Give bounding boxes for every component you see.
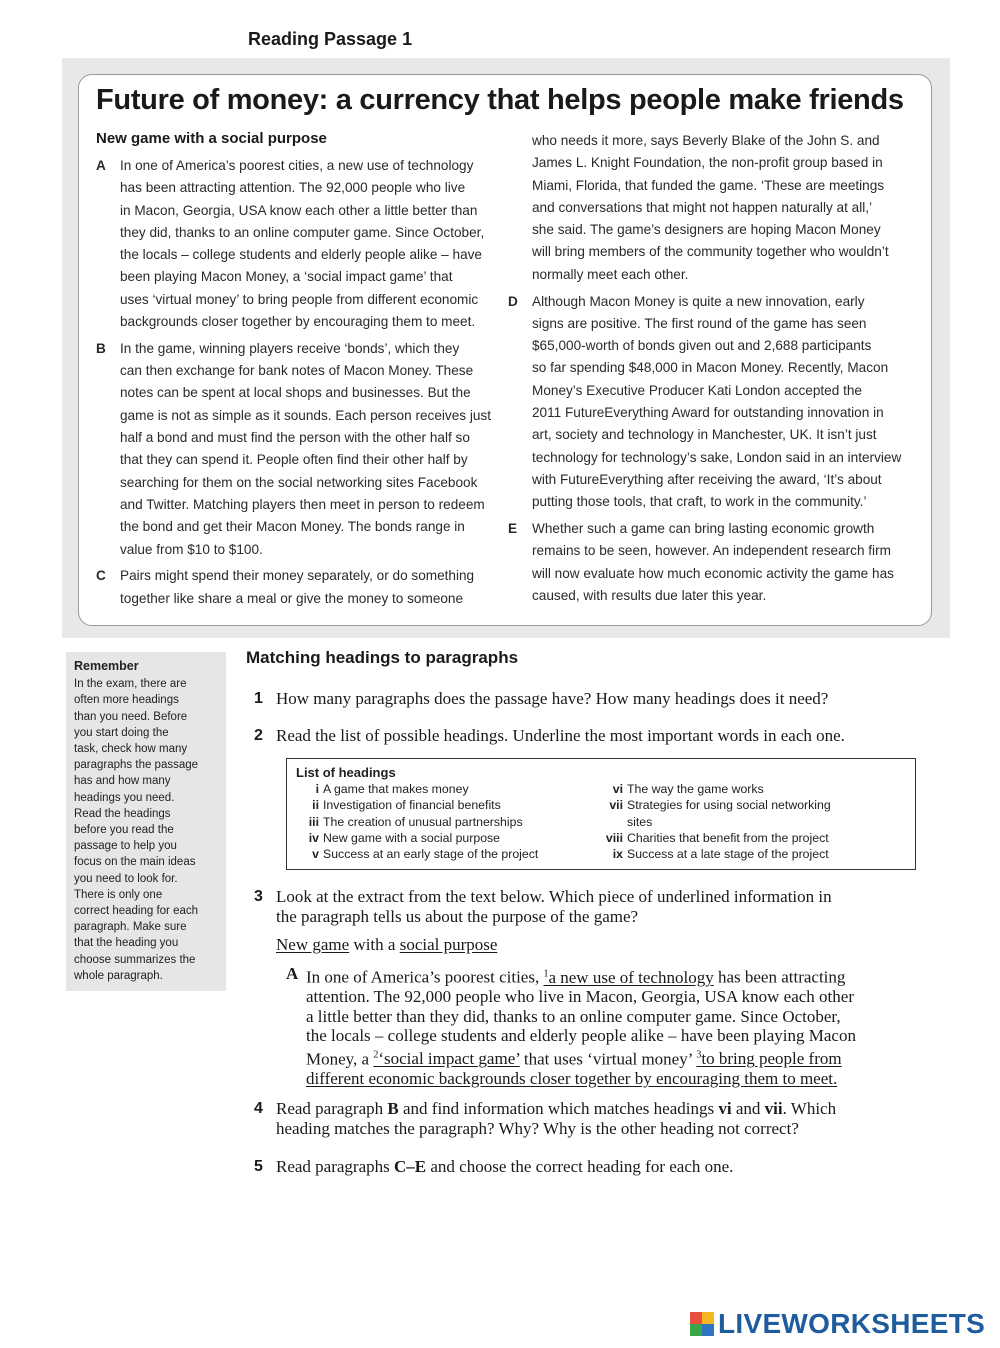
paragraph-line: James L. Knight Foundation, the non-profit group based in — [532, 155, 883, 171]
q4-text: and find information which matches headings — [398, 1099, 719, 1118]
q4-text: and — [731, 1099, 765, 1118]
paragraph-line: has been attracting attention. The 92,000 people who live — [120, 180, 466, 196]
paragraph-line: she said. The game’s designers are hoping Macon Money — [532, 222, 881, 238]
question-text: How many paragraphs does the passage have? How many headings does it need? — [276, 689, 829, 708]
logo-square — [690, 1312, 702, 1324]
question-text-line: heading matches the paragraph? Why? Why is the other heading not correct? — [276, 1118, 799, 1138]
paragraph-line: the bond and get their Macon Money. The bonds range in — [120, 519, 465, 535]
underlined-text: to bring people from — [701, 1049, 842, 1069]
underlined-phrase — [373, 1049, 519, 1068]
heading-text: The creation of unusual partnerships — [323, 814, 523, 829]
paragraph-line: Pairs might spend their money separately, or do something — [120, 568, 475, 584]
paragraph-line: so far spending $48,000 in Macon Money. Recently, Macon — [532, 360, 889, 376]
remember-line: focus on the main ideas — [74, 856, 196, 869]
passage-paragraph — [96, 155, 506, 333]
question-text-line — [254, 1099, 934, 1119]
heading-number: vii — [609, 798, 623, 813]
remember-line: paragraph. Make sure — [74, 921, 187, 934]
reading-passage-label: Reading Passage 1 — [248, 29, 413, 49]
extract-line — [306, 1046, 926, 1069]
logo-icon — [690, 1312, 714, 1336]
q4-text: . Which — [782, 1099, 837, 1118]
heading-option — [595, 815, 652, 829]
remember-line: has and how many — [74, 775, 171, 788]
heading-number: i — [315, 782, 319, 796]
paragraph-line: they did, thanks to an online computer game. Since October, — [120, 224, 485, 240]
question-text-line — [254, 1157, 934, 1177]
paragraph-line: $65,000-worth of bonds given out and 2,688 participants — [532, 338, 872, 354]
heading-text: sites — [627, 814, 653, 829]
q4-text: Read paragraph — [276, 1099, 388, 1118]
paragraph-line: technology for technology’s sake, London said in an interview — [532, 449, 902, 465]
paragraph-line: game is not as simple as it sounds. Each person receives just — [120, 407, 491, 423]
paragraph-line: Whether such a game can bring lasting economic growth — [532, 521, 875, 537]
heading-number: ix — [612, 847, 623, 862]
paragraph-line: uses ‘virtual money’ to bring people from different economic — [120, 291, 479, 307]
extract-line: a little better than they did, thanks to an online computer game. Since October, — [306, 1006, 841, 1026]
heading-option — [595, 831, 829, 845]
question-text-line: the paragraph tells us about the purpose of the game? — [276, 906, 639, 926]
heading-number: ii — [312, 798, 319, 813]
heading-option — [595, 798, 831, 812]
q5-text: and choose the correct heading for each one. — [426, 1157, 734, 1176]
extract-text: that uses ‘virtual money’ — [519, 1049, 697, 1069]
paragraph-line: Miami, Florida, that funded the game. ‘These are meetings — [532, 177, 885, 193]
paragraph-line: that they can spend it. People often find their other half by — [120, 452, 468, 468]
paragraph-line: remains to be seen, however. An independent research firm — [532, 543, 891, 559]
question-4 — [254, 1099, 934, 1138]
heading-text: Strategies for using social networking — [627, 798, 831, 813]
question-number: 5 — [254, 1158, 263, 1175]
passage-title: Future of money: a currency that helps people make friends — [96, 84, 904, 116]
remember-line: correct heading for each — [74, 905, 199, 918]
paragraph-line: normally meet each other. — [532, 266, 689, 282]
underlined-phrase — [543, 968, 713, 987]
logo-square — [702, 1324, 714, 1336]
remember-line: headings you need. — [74, 791, 175, 804]
paragraph-line: notes can be spent at local shops and businesses. But the — [120, 385, 471, 401]
paragraph-line: the locals – college students and elderly people alike – have — [120, 247, 482, 263]
remember-line: There is only one — [74, 888, 163, 901]
extract-line — [306, 964, 926, 987]
remember-text — [74, 676, 218, 984]
logo-square — [690, 1324, 702, 1336]
q4-bold: vi — [718, 1099, 732, 1118]
question-text-line: Look at the extract from the text below. Which piece of underlined information in — [276, 887, 832, 906]
heading-number: viii — [605, 830, 623, 845]
extract-text: Money, a — [306, 1049, 374, 1069]
passage-paragraph — [96, 565, 506, 610]
passage-left-column — [96, 155, 506, 610]
paragraph-line: putting those tools, that craft, to work in the community.’ — [532, 494, 867, 510]
paragraph-line: can then exchange for bank notes of Macon Money. These — [120, 363, 474, 379]
underlined-phrase: different economic backgrounds closer together by encouraging them to meet. — [306, 1068, 838, 1088]
paragraph-letter: C — [96, 568, 106, 584]
remember-line: often more headings — [74, 694, 179, 707]
remember-line: task, check how many — [74, 743, 188, 756]
underlined-phrase: New game — [276, 935, 350, 954]
extract-line: the locals – college students and elderly people alike – have been playing Macon — [306, 1026, 856, 1046]
remember-line: before you read the — [74, 824, 174, 837]
underlined-phrase — [696, 1049, 841, 1068]
heading-text: The way the game works — [627, 782, 764, 796]
heading-option — [291, 815, 523, 829]
remember-line: whole paragraph. — [74, 969, 163, 982]
passage-paragraph — [508, 518, 923, 607]
underlined-text: ‘social impact game’ — [378, 1049, 520, 1069]
paragraph-line: In one of America’s poorest cities, a new use of technology — [120, 158, 474, 173]
heading-option — [291, 847, 538, 861]
paragraph-line: in Macon, Georgia, USA know each other a little better than — [120, 202, 478, 218]
paragraph-line: will now evaluate how much economic activity the game has — [532, 565, 894, 581]
paragraph-line: 2011 FutureEverything Award for outstanding innovation in — [532, 405, 884, 421]
headings-list-title: List of headings — [296, 765, 396, 780]
heading-option — [291, 831, 500, 845]
paragraph-line: backgrounds closer together by encouraging them to meet. — [120, 314, 476, 330]
question-5 — [254, 1157, 934, 1177]
heading-text: Success at a late stage of the project — [627, 847, 829, 862]
passage-right-column — [508, 130, 923, 607]
remember-line: that the heading you — [74, 937, 179, 950]
paragraph-line: signs are positive. The first round of the game has seen — [532, 315, 867, 331]
extract-line — [306, 1069, 926, 1089]
heading-option — [595, 847, 829, 861]
paragraph-line: value from $10 to $100. — [120, 541, 263, 557]
paragraph-line: and conversations that might not happen naturally at all,’ — [532, 199, 873, 215]
paragraph-line: caused, with results due later this year. — [532, 587, 767, 603]
remember-line: Read the headings — [74, 807, 171, 820]
extract-text: In one of America’s poorest cities, — [306, 967, 544, 987]
heading-number: vi — [612, 782, 623, 796]
heading-number: iii — [308, 814, 319, 829]
remember-tip-box — [66, 652, 226, 991]
passage-paragraph — [508, 130, 923, 286]
paragraph-line: and Twitter. Matching players then meet in person to redeem — [120, 496, 485, 512]
paragraph-letter: E — [508, 521, 518, 537]
passage-paragraph — [96, 338, 506, 561]
paragraph-line: searching for them on the social networking sites Facebook — [120, 474, 478, 490]
logo-text: LIVEWORKSHEETS — [718, 1308, 986, 1339]
heading-text: Success at an early stage of the project — [323, 847, 539, 862]
paragraph-line: been playing Macon Money, a ‘social impact game’ that — [120, 269, 453, 285]
extract-line: attention. The 92,000 people who live in Macon, Georgia, USA know each other — [306, 987, 854, 1007]
superscript: 3 — [696, 1049, 702, 1061]
heading-option — [291, 782, 469, 796]
extract-heading — [276, 935, 497, 955]
remember-line: In the exam, there are — [74, 678, 187, 691]
remember-line: choose summarizes the — [74, 953, 196, 966]
passage-subtitle: New game with a social purpose — [96, 130, 327, 147]
underlined-text: a new use of technology — [548, 967, 714, 987]
extract-text: has been attracting — [713, 967, 846, 987]
question-number: 3 — [254, 888, 263, 905]
paragraph-letter: A — [96, 158, 106, 173]
paragraph-line: In the game, winning players receive ‘bonds’, which they — [120, 340, 460, 356]
paragraph-line: Although Macon Money is quite a new innovation, early — [532, 293, 865, 309]
paragraph-line: half a bond and must find the person with the other half so — [120, 430, 470, 446]
heading-text: A game that makes money — [323, 782, 469, 796]
paragraph-letter: B — [96, 340, 106, 356]
heading-number: iv — [308, 830, 319, 845]
headings-list-box — [286, 758, 916, 870]
question-1 — [254, 689, 914, 709]
q5-bold: C–E — [394, 1157, 427, 1176]
paragraph-letter: D — [508, 293, 518, 309]
remember-line: than you need. Before — [74, 710, 188, 723]
heading-text: Investigation of financial benefits — [323, 798, 501, 813]
question-3 — [254, 887, 934, 926]
paragraph-line: together like share a meal or give the money to someone — [120, 590, 464, 606]
question-number: 2 — [254, 727, 263, 744]
remember-line: passage to help you — [74, 840, 177, 853]
q5-text: Read paragraphs — [276, 1157, 395, 1176]
paragraph-line: will bring members of the community together who wouldn’t — [532, 244, 889, 260]
remember-line: you start doing the — [74, 726, 169, 739]
paragraph-line: Money’s Executive Producer Kati London accepted the — [532, 382, 862, 398]
heading-option — [595, 782, 764, 796]
paragraph-line: art, society and technology in Manchester, UK. It isn’t just — [532, 427, 877, 443]
superscript: 1 — [543, 968, 549, 979]
superscript: 2 — [373, 1049, 379, 1061]
underlined-phrase: social purpose — [399, 935, 498, 954]
liveworksheets-logo[interactable] — [690, 1306, 985, 1342]
question-2 — [254, 726, 934, 746]
heading-text: Charities that benefit from the project — [627, 830, 829, 845]
q4-bold: vii — [764, 1099, 783, 1118]
heading-option — [291, 798, 501, 812]
remember-line: paragraphs the passage — [74, 759, 199, 772]
question-number: 1 — [254, 690, 263, 707]
question-number: 4 — [254, 1100, 263, 1117]
paragraph-line: with FutureEverything after receiving the award, ‘It’s about — [532, 471, 882, 487]
extract-heading-text: with a — [349, 935, 400, 954]
remember-line: you need to look for. — [74, 872, 178, 885]
section-title: Matching headings to paragraphs — [246, 648, 519, 667]
heading-number: v — [312, 847, 319, 862]
paragraph-letter: A — [286, 964, 299, 983]
heading-text: New game with a social purpose — [323, 830, 501, 845]
question-text: Read the list of possible headings. Underline the most important words in each one. — [276, 726, 845, 745]
remember-title: Remember — [74, 659, 139, 673]
passage-paragraph — [508, 291, 923, 514]
extract-paragraph — [286, 964, 926, 1088]
q4-bold: B — [387, 1099, 399, 1118]
logo-square — [702, 1312, 714, 1324]
paragraph-line: who needs it more, says Beverly Blake of the John S. and — [532, 133, 880, 148]
